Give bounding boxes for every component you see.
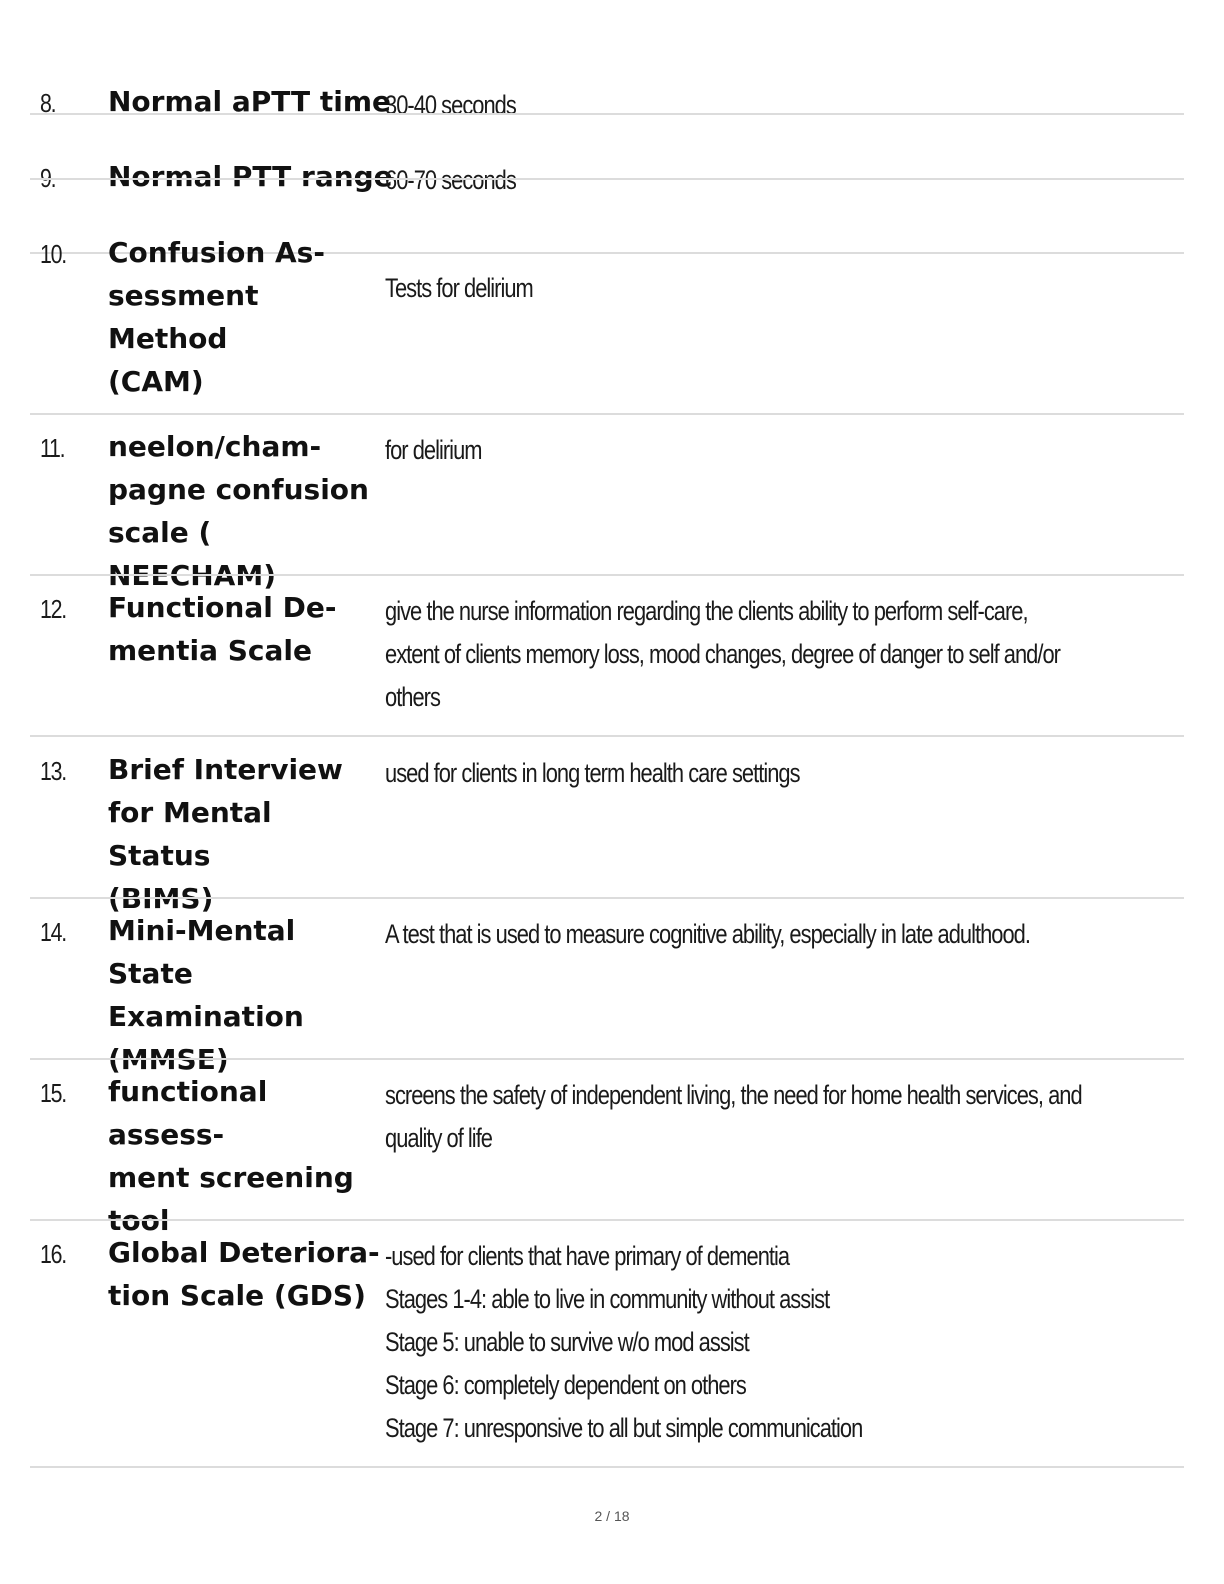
row-divider bbox=[30, 113, 1184, 115]
term: Normal aPTT time bbox=[108, 85, 392, 118]
term: Global Deteriora- tion Scale (GDS) bbox=[108, 1236, 380, 1312]
term: functional assess- ment screening tool bbox=[108, 1075, 354, 1237]
row-number: 8. bbox=[40, 88, 56, 118]
row-number: 13. bbox=[40, 756, 66, 786]
definition: 60-70 seconds bbox=[385, 165, 516, 195]
row-divider bbox=[30, 178, 1184, 180]
row-number: 10. bbox=[40, 239, 66, 269]
term: Functional De- mentia Scale bbox=[108, 591, 337, 667]
page-indicator: 2 / 18 bbox=[594, 1508, 630, 1524]
row-number: 9. bbox=[40, 163, 56, 193]
row-number: 15. bbox=[40, 1078, 66, 1108]
row-divider bbox=[30, 735, 1184, 737]
term: Brief Interview for Mental Status (BIMS) bbox=[108, 753, 343, 915]
definition: Tests for delirium bbox=[385, 273, 533, 303]
definition: give the nurse information regarding the clients ability to perform self-care, extent of clients memory loss, mood changes, degree of danger to self and/or others bbox=[385, 596, 1060, 712]
row-number: 14. bbox=[40, 917, 66, 947]
definition: -used for clients that have primary of dementia Stages 1-4: able to live in community without assist Stage 5: unable to survive w/o mod assist Stage 6: completely dependent on others Stage 7: unresponsive to all but simple communication bbox=[385, 1241, 863, 1443]
definition: screens the safety of independent living, the need for home health services, and quality of life bbox=[385, 1080, 1082, 1153]
definition: A test that is used to measure cognitive ability, especially in late adulthood. bbox=[385, 919, 1030, 949]
definition: for delirium bbox=[385, 435, 482, 465]
definition: 30-40 seconds bbox=[385, 90, 516, 120]
row-number: 11. bbox=[40, 433, 65, 463]
term: neelon/cham- pagne confusion scale ( NEECHAM) bbox=[108, 430, 369, 592]
row-divider bbox=[30, 574, 1184, 576]
term: Confusion As- sessment Method (CAM) bbox=[108, 236, 325, 398]
row-divider bbox=[30, 413, 1184, 415]
row-divider bbox=[30, 897, 1184, 899]
term: Normal PTT range bbox=[108, 160, 393, 193]
row-number: 16. bbox=[40, 1239, 66, 1269]
row-divider bbox=[30, 1466, 1184, 1468]
definition: used for clients in long term health care settings bbox=[385, 758, 800, 788]
row-divider bbox=[30, 1058, 1184, 1060]
row-number: 12. bbox=[40, 594, 66, 624]
term: Mini-Mental State Examination (MMSE) bbox=[108, 914, 304, 1076]
row-divider bbox=[30, 1219, 1184, 1221]
